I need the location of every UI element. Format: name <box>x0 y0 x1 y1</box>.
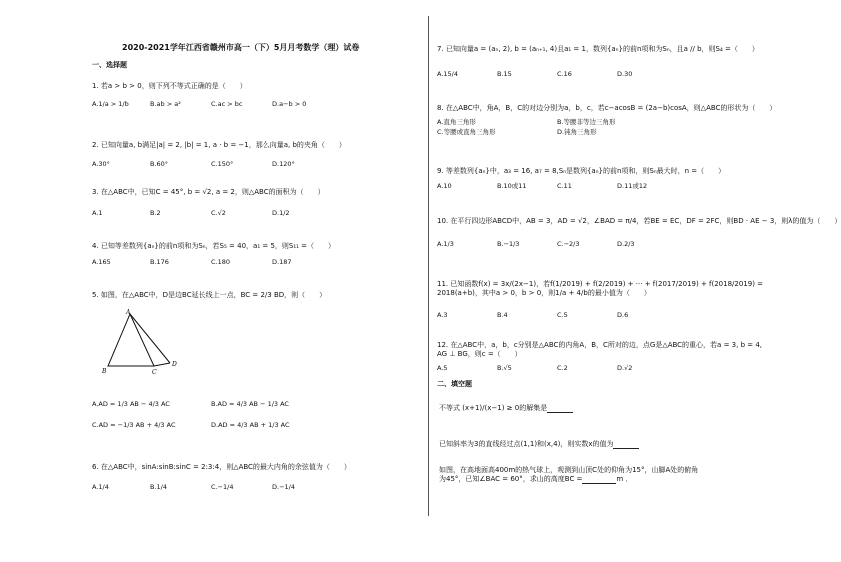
exam-title: 2020-2021学年江西省赣州市高一（下）5月月考数学（理）试卷 <box>122 43 360 52</box>
question-5: 5. 如图，在△ABC中，D是边BC延长线上一点，BC = 2/3 BD，则（ ） <box>92 291 327 299</box>
q5-option-d: D.AD = 4/3 AB + 1/3 AC <box>211 421 290 429</box>
q9-option-b: B.10或11 <box>497 182 527 190</box>
label-b: B <box>102 368 107 375</box>
q4-option-c: C.180 <box>211 258 231 266</box>
fill-question-3 <box>439 466 705 484</box>
q10-option-b: B.−1/3 <box>497 240 520 248</box>
q3-option-b: B.2 <box>150 209 161 217</box>
q9-option-c: C.11 <box>557 182 572 190</box>
q7-option-a: A.15/4 <box>437 70 458 78</box>
column-divider <box>428 16 429 516</box>
fill-1-blank[interactable] <box>547 406 573 413</box>
q11-option-d: D.6 <box>617 311 629 319</box>
fill-question-2 <box>439 440 639 449</box>
question-1: 1. 若a > b > 0，则下列不等式正确的是（ ） <box>92 82 247 90</box>
q3-option-d: D.1/2 <box>272 209 290 217</box>
label-c: C <box>152 369 157 376</box>
extension-cd <box>154 363 170 366</box>
fill-3-text: 如图，在高地面高400m的热气球上，观测到山顶C处的仰角为15°，山脚A处的俯角为45°，已知∠BAC = 60°，求山的高度BC = <box>439 466 699 483</box>
q7-option-d: D.30 <box>617 70 633 78</box>
q1-option-c: C.ac > bc <box>211 100 243 108</box>
fill-question-1 <box>439 404 573 413</box>
q9-option-d: D.11或12 <box>617 182 648 190</box>
question-9: 9. 等差数列{aₙ}中，a₃ = 16, a₇ = 8,Sₙ是数列{aₙ}的前n项和，则Sₙ最大时，n =（ ） <box>437 167 726 175</box>
q3-option-c: C.√2 <box>211 209 226 217</box>
q6-option-c: C.−1/4 <box>211 483 234 491</box>
fill-3-unit: m ． <box>616 475 633 483</box>
q4-option-d: D.187 <box>272 258 292 266</box>
question-6: 6. 在△ABC中，sinA:sinB:sinC = 2:3:4，则△ABC的最大内角的余弦值为（ ） <box>92 463 351 471</box>
question-4: 4. 已知等差数列{aₙ}的前n项和为Sₙ，若S₅ = 40，a₁ = 5，则S₁₁ =（ ） <box>92 242 336 250</box>
q5-option-b: B.AD = 4/3 AB − 1/3 AC <box>211 400 289 408</box>
segment-ad <box>130 314 170 363</box>
q10-option-c: C.−2/3 <box>557 240 580 248</box>
question-10: 10. 在平行四边形ABCD中，AB = 3，AD = √2，∠BAD = π/4，若BE = EC，DF = 2FC，则BD · AE − 3，则λ的值为（ ） <box>437 217 841 225</box>
q1-option-d: D.a−b > 0 <box>272 100 307 108</box>
section-choice-heading: 一、选择题 <box>92 61 127 69</box>
label-a: A <box>126 309 131 316</box>
q8-option-c: C.等腰或直角三角形 <box>437 128 496 136</box>
question-11: 11. 已知函数f(x) = 3x/(2x−1)，若f(1/2019) + f(2/2019) + ··· + f(2017/2019) + f(2018/2019) = 2018(a+b)，其中a > 0，b > 0，则1/a + 4/b的最小值为（ ） <box>437 280 764 297</box>
q8-option-b: B.等腰非等边三角形 <box>557 118 616 126</box>
q12-option-a: A.5 <box>437 364 448 372</box>
question-3: 3. 在△ABC中，已知C = 45°, b = √2, a = 2，则△ABC的面积为（ ） <box>92 188 325 196</box>
fill-2-blank[interactable] <box>613 442 639 449</box>
question-8: 8. 在△ABC中，角A，B，C的对边分别为a，b，c，若c−acosB = (2a−b)cosA，则△ABC的形状为（ ） <box>437 104 777 112</box>
q11-option-c: C.5 <box>557 311 568 319</box>
q11-option-b: B.4 <box>497 311 508 319</box>
q9-option-a: A.10 <box>437 182 452 190</box>
q12-option-d: D.√2 <box>617 364 633 372</box>
q2-option-b: B.60° <box>150 160 169 168</box>
q1-option-a: A.1/a > 1/b <box>92 100 129 108</box>
q2-option-d: D.120° <box>272 160 295 168</box>
fill-2-text: 已知斜率为3的直线经过点(1,1)和(x,4)，则实数x的值为 <box>439 440 614 448</box>
q4-option-b: B.176 <box>150 258 169 266</box>
q7-option-c: C.16 <box>557 70 572 78</box>
fill-1-text: 不等式 (x+1)/(x−1) ≥ 0的解集是 <box>439 404 548 412</box>
q6-option-b: B.1/4 <box>150 483 167 491</box>
q6-option-a: A.1/4 <box>92 483 109 491</box>
q8-option-d: D.钝角三角形 <box>557 128 597 136</box>
section-fill-heading: 二、填空题 <box>437 380 472 388</box>
q10-option-d: D.2/3 <box>617 240 635 248</box>
q1-option-b: B.ab > a² <box>150 100 181 108</box>
q2-option-a: A.30° <box>92 160 110 168</box>
q4-option-a: A.165 <box>92 258 111 266</box>
q2-option-c: C.150° <box>211 160 234 168</box>
triangle-figure <box>98 308 198 378</box>
q6-option-d: D.−1/4 <box>272 483 295 491</box>
q7-option-b: B.15 <box>497 70 512 78</box>
question-12: 12. 在△ABC中，a，b，c分别是△ABC的内角A，B，C所对的边，点G是△ABC的重心，若a = 3, b = 4, AG ⊥ BG，则c =（ ） <box>437 341 763 358</box>
label-d: D <box>172 361 177 368</box>
q3-option-a: A.1 <box>92 209 103 217</box>
q11-option-a: A.3 <box>437 311 448 319</box>
fill-3-blank[interactable] <box>582 477 616 484</box>
question-2: 2. 已知向量a, b满足|a| = 2, |b| = 1, a · b = −1，那么向量a, b的夹角（ ） <box>92 141 346 149</box>
q5-option-c: C.AD = −1/3 AB + 4/3 AC <box>92 421 176 429</box>
q5-option-a: A.AD = 1/3 AB − 4/3 AC <box>92 400 170 408</box>
question-7: 7. 已知向量a = (aₙ, 2), b = (aₙ₊₁, 4)且a₁ = 1，数列{aₙ}的前n项和为Sₙ，且a // b，则S₄ =（ ） <box>437 45 759 53</box>
q10-option-a: A.1/3 <box>437 240 454 248</box>
q12-option-b: B.√5 <box>497 364 512 372</box>
q12-option-c: C.2 <box>557 364 568 372</box>
q8-option-a: A.直角三角形 <box>437 118 476 126</box>
triangle-abc <box>108 314 154 366</box>
